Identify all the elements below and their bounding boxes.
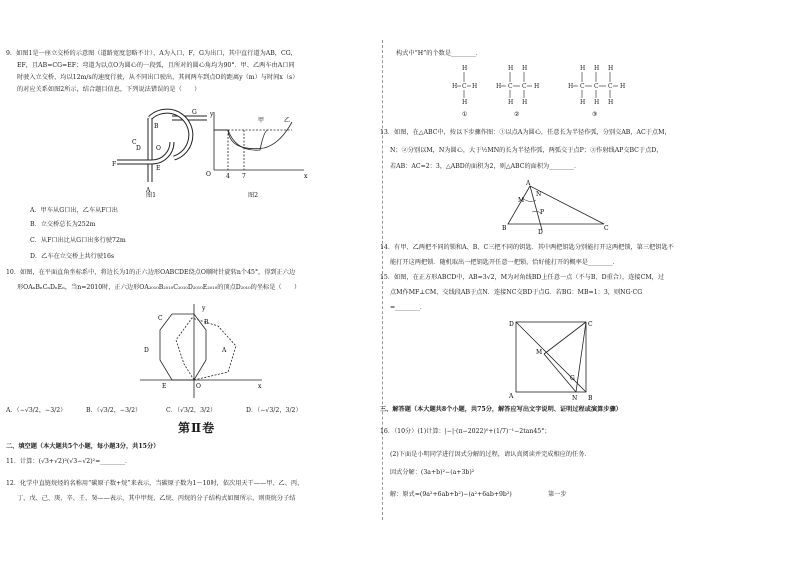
q9-figure1	[112, 100, 212, 200]
q9-option-c: C．从F口出比从G口出多行驶72m	[30, 237, 126, 244]
q13-line3: 若AB：AC=2：3，△ABD的面积为2，则△ABC的面积为________．	[390, 163, 581, 170]
fig1-label-a: A	[146, 187, 151, 194]
q9-stem-line2: EF，且AB=CG=EF；弯道为以点O为圆心的一段弧，且所对的圆心角均为90°．甲、乙两车由A口同	[17, 62, 295, 69]
q10-label-d: D	[144, 347, 149, 354]
q9-stem-line4: 的对应关系如图2所示，结合题目信息，下列说法错误的是（ ）	[17, 86, 201, 93]
svg-text:C: C	[462, 83, 467, 90]
svg-text:H: H	[620, 83, 626, 90]
svg-text:H: H	[452, 83, 458, 90]
q14-line1: 14．有甲、乙两把不同的锁和A、B、C三把不同的钥匙．其中两把钥匙分别能打开这两把锁，第三把钥匙不	[380, 244, 674, 251]
q10-label-e: E	[162, 383, 167, 390]
fig2-label-o: O	[206, 171, 211, 178]
q15-line2: 点M作MF⊥CM，交线段AB于点N．连接NC交BD于点G．若BG：MB=1：3，则NG·CG	[390, 289, 643, 296]
q13-label-b: B	[502, 225, 507, 232]
q10-label-b: B	[204, 319, 209, 326]
part2-title: 第Ⅱ卷	[178, 421, 216, 435]
q15-label-c: C	[588, 321, 593, 328]
q12-line2: 丁、戊、己、庚、辛、壬、癸——表示，其中甲烷、乙烷、丙烷的分子结构式如图所示，则庚烷分子结	[17, 495, 296, 502]
q15-label-g: G	[570, 375, 575, 382]
q10-stem-line2: 形OAₙBₙCₙDₙEₙ，当n=2010时，正六边形OA₂₀₁₀B₂₀₁₀C₂₀₁₀D₂₀₁₀E₂₀₁₀的顶点D₂₀₁₀的坐标是（ ）	[17, 284, 301, 291]
q10-option-d: D．（−√3/2，3/2）	[246, 407, 302, 414]
svg-text:C: C	[594, 83, 599, 90]
svg-text:H: H	[508, 99, 514, 106]
svg-text:H: H	[594, 99, 600, 106]
left-column	[0, 0, 382, 562]
q14-line2: 能打开这两把锁．随机取出一把钥匙开任意一把锁，恰好能打开的概率是________．	[390, 259, 619, 266]
fig2-label-7: 7	[242, 173, 246, 180]
q11: 11．计算：(√3+√2)²(√3−√2)²=________．	[6, 458, 132, 465]
q13-label-m: M	[518, 197, 525, 204]
fig2-label-4: 4	[226, 173, 230, 180]
q9-stem-line1: 9．如图1是一座立交桥的示意图（道路宽度忽略不计），A为入口，F，G为出口，其中直行道为AB，CG，	[6, 50, 297, 57]
svg-text:C: C	[522, 83, 527, 90]
svg-text:H: H	[608, 65, 614, 72]
svg-text:H: H	[580, 65, 586, 72]
q15-label-m: M	[536, 349, 543, 356]
svg-text:H: H	[508, 65, 514, 72]
q13-label-c: C	[604, 225, 609, 232]
q16-line3: 因式分解：(3a+b)²−(a+3b)²	[390, 469, 475, 476]
q10-label-x: x	[258, 383, 262, 390]
q9-option-a: A．甲车从G口出，乙车从F口出	[30, 207, 118, 214]
svg-text:H: H	[534, 83, 540, 90]
q10-option-c: C．（√3/2，3/2）	[166, 407, 217, 414]
q13-label-a: A	[526, 180, 531, 187]
fig2-label-x: x	[304, 173, 308, 180]
svg-text:C: C	[608, 83, 613, 90]
q13-label-d: D	[538, 229, 543, 236]
q13-line1: 13．如图，在△ABC中，按以下步骤作图：①以点A为圆心，任意长为半径作弧，分别交AB，AC于点M，	[380, 129, 671, 136]
svg-text:H: H	[472, 83, 478, 90]
fig1-label-c: C	[132, 139, 137, 146]
q12-line1: 12．化学中直链烷烃的名称用“碳原子数+烷”来表示，当碳原子数为1～10时，依次用天干——甲、乙、丙、	[6, 480, 304, 487]
q10-label-c: C	[158, 315, 163, 322]
fig2-label-y: y	[210, 111, 214, 118]
section2-header: 二、填空题（本大题共5个小题，每小题3分，共15分）	[6, 443, 160, 450]
q16-line4: 解：原式=(9a²+6ab+b²)−(a²+6ab+9b²)	[390, 491, 512, 498]
fig2-label-jia: 甲	[258, 117, 265, 124]
fig1-label-f: F	[112, 161, 117, 168]
q10-stem-line1: 10．如图，在平面直角坐标系中，将边长为1的正六边形OABCDE绕点O顺时针旋转n个45°，得到正六边	[6, 269, 296, 276]
fig1-label-o: O	[156, 145, 161, 152]
fig1-label-g: G	[192, 109, 197, 116]
q13-label-p: P	[540, 209, 545, 216]
molecule-label-3: ③	[592, 111, 598, 118]
fig2-label-yi: 乙	[284, 117, 291, 124]
section3-header: 三、解答题（本大题共8个小题，共75分，解答应写出文字说明、证明过程或演算步骤）	[380, 406, 622, 413]
molecule-label-2: ②	[514, 111, 520, 118]
q9-figure2	[200, 108, 310, 188]
q10-option-a: A．（−√3/2，−3/2）	[6, 407, 67, 414]
q15-line3: =________．	[390, 304, 427, 311]
q13-label-n: N	[536, 191, 542, 198]
svg-text:C: C	[508, 83, 513, 90]
q15-label-b: B	[588, 395, 593, 402]
q15-label-n: N	[572, 395, 578, 402]
q15-label-d: D	[509, 321, 514, 328]
q16-line1: 16．（10分）(1)计算：|−|·(π−2022)⁰+(1/7)⁻¹−2tan45°；	[380, 428, 551, 435]
q15-line1: 15．如图，在正方形ABCD中，AB=3√2，M为对角线BD上任意一点（不与B、D重合），连接CM，过	[380, 274, 665, 281]
q10-label-a: A	[222, 347, 227, 354]
fig1-label-b: B	[154, 123, 159, 130]
q16-line2: (2)下面是小明同学进行因式分解的过程，请认真阅读并完成相应的任务．	[390, 451, 591, 458]
fig2-caption: 图2	[248, 192, 259, 199]
svg-text:H: H	[608, 99, 614, 106]
fig1-caption: 图1	[146, 192, 157, 199]
svg-text:H: H	[580, 99, 586, 106]
q12-continued: 构式中“H”的个数是________．	[396, 50, 482, 57]
q9-stem-line3: 时驶入立交桥，均以12m/s的速度行驶，从不同出口驶出，其间两车到点O的距离y（m）与时间x（s）	[17, 74, 299, 81]
q15-figure	[508, 316, 598, 402]
q13-line2: N；②分别以M，N为圆心，大于½MN的长为半径作弧，两弧交于点P；③作射线AP交BC于点D，	[390, 147, 663, 154]
q10-figure	[136, 300, 266, 400]
right-column	[380, 0, 794, 562]
svg-text:H: H	[522, 99, 528, 106]
q9-option-d: D．乙车在立交桥上共行驶16s	[30, 253, 115, 260]
q9-option-b: B．立交桥总长为252m	[30, 221, 96, 228]
molecule-label-1: ①	[462, 111, 468, 118]
alkane-molecules	[452, 62, 652, 122]
svg-text:H: H	[496, 83, 502, 90]
q10-option-b: B．（√3/2，−3/2）	[86, 407, 142, 414]
svg-text:H: H	[522, 65, 528, 72]
q10-label-o: O	[196, 383, 201, 390]
fig1-label-d: D	[136, 145, 141, 152]
svg-text:H: H	[462, 99, 468, 106]
svg-text:C: C	[580, 83, 585, 90]
q10-label-y: y	[202, 305, 206, 312]
svg-text:H: H	[568, 83, 574, 90]
fig1-label-e: E	[156, 165, 161, 172]
svg-text:H: H	[462, 65, 468, 72]
q15-label-a: A	[509, 393, 514, 400]
q16-step: 第一步	[548, 491, 567, 498]
q13-figure	[502, 180, 612, 236]
svg-text:H: H	[594, 65, 600, 72]
